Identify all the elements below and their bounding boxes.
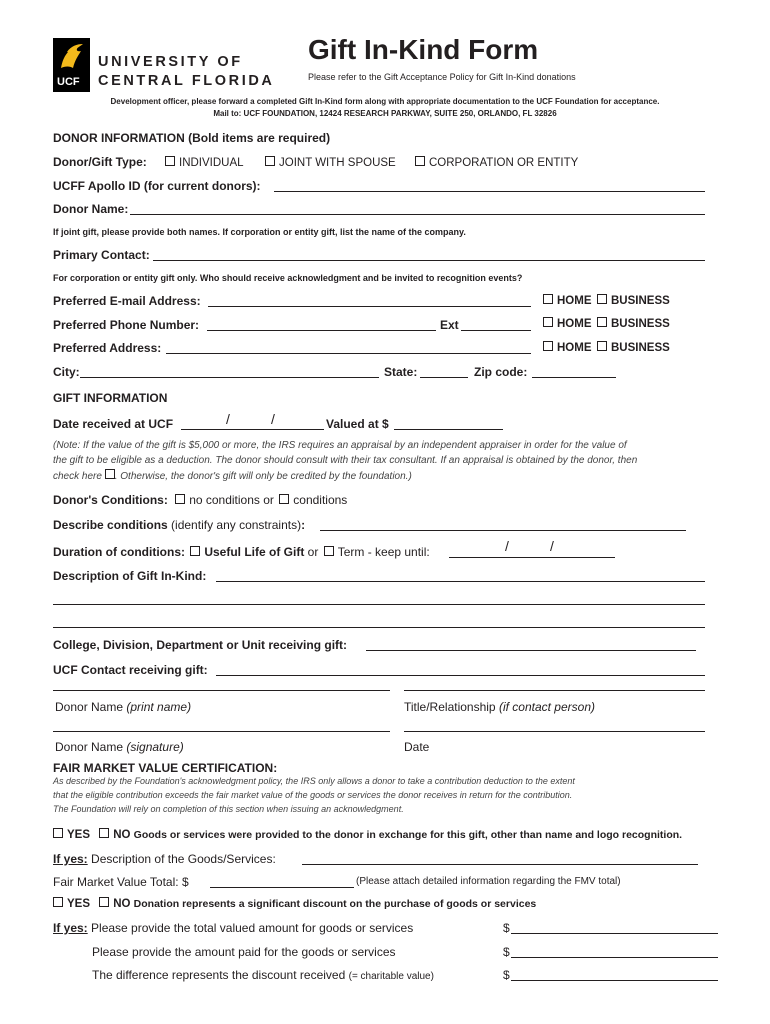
address-home-checkbox[interactable]	[543, 341, 553, 351]
joint-checkbox[interactable]	[265, 156, 275, 166]
corporation-checkbox[interactable]	[415, 156, 425, 166]
donor-name-label: Donor Name:	[53, 202, 129, 216]
university-name-line2: CENTRAL FLORIDA	[98, 73, 275, 89]
fmv-total-label: Fair Market Value Total: $	[53, 875, 189, 889]
duration-or: or	[307, 545, 319, 559]
conditions-row	[53, 493, 347, 507]
phone-home-checkbox[interactable]	[543, 317, 553, 327]
total-valued-row	[53, 921, 413, 935]
appraisal-checkbox[interactable]	[105, 469, 115, 479]
donor-print-name-caption	[55, 700, 191, 714]
form-title: Gift In-Kind Form	[308, 34, 539, 65]
address-home-option[interactable]	[543, 341, 592, 354]
college-field[interactable]	[366, 650, 696, 651]
difference-label: The difference represents the discount received	[92, 968, 346, 982]
address-label: Preferred Address:	[53, 341, 162, 355]
primary-contact-field[interactable]	[153, 260, 705, 261]
goods-description-row	[53, 852, 276, 866]
college-label: College, Division, Department or Unit receiving gift:	[53, 638, 348, 652]
ucf-contact-label: UCF Contact receiving gift:	[53, 663, 208, 677]
city-label: City:	[53, 365, 80, 379]
amount-paid-dollar: $	[503, 945, 510, 959]
donor-type-label: Donor/Gift Type:	[53, 155, 147, 169]
fmv-paragraph-line2: that the eligible contribution exceeds the fair market value of the goods or services the donor receives in return for the contribution.	[53, 790, 573, 800]
describe-colon: :	[301, 518, 306, 532]
describe-conditions-field[interactable]	[320, 530, 686, 531]
date-slash-1: /	[226, 411, 230, 427]
title-relationship-text: Title/Relationship	[404, 700, 496, 714]
phone-business-checkbox[interactable]	[597, 317, 607, 327]
email-business-label: BUSINESS	[611, 295, 670, 307]
difference-field[interactable]	[511, 980, 718, 981]
email-home-option[interactable]	[543, 294, 592, 307]
discount-yes-checkbox[interactable]	[53, 897, 63, 907]
address-home-label: HOME	[557, 342, 592, 354]
difference-dollar: $	[503, 968, 510, 982]
phone-home-label: HOME	[557, 318, 592, 330]
date-slash-2: /	[271, 411, 275, 427]
duration-row	[53, 545, 430, 559]
gift-description-field-1[interactable]	[216, 581, 705, 582]
check-here-text: check here	[53, 471, 102, 482]
discount-question: Donation represents a significant discount on the purchase of goods or services	[133, 898, 537, 910]
fmv-section-heading: FAIR MARKET VALUE CERTIFICATION:	[53, 761, 278, 775]
individual-checkbox[interactable]	[165, 156, 175, 166]
gift-description-field-3[interactable]	[53, 627, 705, 628]
difference-sub: (= charitable value)	[348, 971, 434, 982]
no-conditions-checkbox[interactable]	[175, 494, 185, 504]
gift-description-label: Description of Gift In-Kind:	[53, 569, 207, 583]
apollo-id-field[interactable]	[274, 191, 705, 192]
goods-description-label: Description of the Goods/Services:	[91, 852, 276, 866]
appraisal-note-line1: (Note: If the value of the gift is $5,000 or more, the IRS requires an appraisal by an independent appraiser in order for the value of	[53, 440, 627, 451]
date-caption: Date	[404, 740, 430, 754]
date-received-field[interactable]	[181, 429, 324, 430]
ucf-logo	[53, 38, 90, 92]
title-relationship-caption	[404, 700, 595, 714]
instructions-line1: Development officer, please forward a completed Gift In-Kind form along with appropriate documentation to the UCF Foundation for acceptance.	[110, 97, 660, 106]
donor-section-heading: DONOR INFORMATION (Bold items are required)	[53, 131, 331, 145]
title-relationship-field[interactable]	[404, 690, 705, 691]
conditions-checkbox[interactable]	[279, 494, 289, 504]
term-checkbox[interactable]	[324, 546, 334, 556]
email-business-option[interactable]	[597, 294, 670, 307]
amount-paid-field[interactable]	[511, 957, 718, 958]
signature-date-field[interactable]	[404, 731, 705, 732]
conditions-label: Donor's Conditions:	[53, 493, 168, 507]
joint-gift-note: If joint gift, please provide both names. If corporation or entity gift, list the name of the company.	[53, 227, 466, 237]
logo-abbr: UCF	[57, 76, 80, 88]
goods-no-checkbox[interactable]	[99, 828, 109, 838]
address-business-label: BUSINESS	[611, 342, 670, 354]
instructions-line2: Mail to: UCF FOUNDATION, 12424 RESEARCH PARKWAY, SUITE 250, ORLANDO, FL 32826	[213, 109, 557, 118]
donor-signature-field[interactable]	[53, 731, 390, 732]
ext-label: Ext	[440, 318, 459, 332]
email-business-checkbox[interactable]	[597, 294, 607, 304]
goods-description-field[interactable]	[302, 864, 698, 865]
email-label: Preferred E-mail Address:	[53, 294, 201, 308]
valued-at-label: Valued at $	[326, 417, 389, 431]
discount-no-label: NO	[113, 898, 131, 910]
signature-sub: (signature)	[126, 740, 184, 754]
email-home-checkbox[interactable]	[543, 294, 553, 304]
email-field[interactable]	[208, 306, 531, 307]
phone-business-option[interactable]	[597, 317, 670, 330]
title-relationship-sub: (if contact person)	[498, 700, 595, 714]
phone-label: Preferred Phone Number:	[53, 318, 200, 332]
phone-field[interactable]	[207, 330, 436, 331]
describe-conditions-row	[53, 518, 305, 532]
fmv-attach-note: (Please attach detailed information regarding the FMV total)	[356, 876, 621, 887]
discount-difference-row	[92, 968, 434, 982]
donor-name-field[interactable]	[130, 214, 705, 215]
fmv-paragraph-line3: The Foundation will rely on completion of this section when issuing an acknowledgment.	[53, 804, 404, 814]
donor-signature-caption	[55, 740, 184, 754]
if-yes-label-1: If yes:	[53, 852, 88, 866]
university-name-line1: UNIVERSITY OF	[98, 54, 243, 70]
ext-field[interactable]	[461, 330, 531, 331]
gift-section-heading: GIFT INFORMATION	[53, 391, 168, 405]
phone-home-option[interactable]	[543, 317, 592, 330]
type-corporation-option[interactable]	[415, 156, 578, 169]
term-date-field[interactable]	[449, 557, 615, 558]
total-valued-label: Please provide the total valued amount for goods or services	[91, 921, 414, 935]
state-field[interactable]	[420, 377, 468, 378]
discount-yes-label: YES	[67, 898, 91, 910]
email-home-label: HOME	[557, 295, 592, 307]
fmv-total-field[interactable]	[210, 887, 354, 888]
corporation-label: CORPORATION OR ENTITY	[429, 157, 579, 169]
ucf-contact-field[interactable]	[216, 675, 705, 676]
type-joint-option[interactable]	[265, 156, 396, 169]
valued-at-field[interactable]	[394, 429, 503, 430]
corporation-note: For corporation or entity gift only. Who should receive acknowledgment and be invited to recognition events?	[53, 273, 523, 283]
zip-field[interactable]	[532, 377, 616, 378]
useful-life-label: Useful Life of Gift	[204, 545, 305, 559]
address-business-checkbox[interactable]	[597, 341, 607, 351]
term-label: Term - keep until:	[337, 545, 430, 559]
total-valued-dollar: $	[503, 921, 510, 935]
address-field[interactable]	[166, 353, 531, 354]
duration-label: Duration of conditions:	[53, 545, 185, 559]
signature-name-text: Donor Name	[55, 740, 124, 754]
print-name-sub: (print name)	[126, 700, 192, 714]
goods-no-label: NO	[113, 829, 131, 841]
total-valued-field[interactable]	[511, 933, 718, 934]
no-conditions-label: no conditions or	[189, 493, 274, 507]
phone-business-label: BUSINESS	[611, 318, 670, 330]
state-label: State:	[384, 365, 418, 379]
goods-yes-checkbox[interactable]	[53, 828, 63, 838]
appraisal-note-line2: the gift to be eligible as a deduction. The donor should consult with their tax consultant. If an appraisal is obtained by the donor, then	[53, 455, 638, 466]
fmv-paragraph-line1: As described by the Foundation's acknowledgment policy, the IRS only allows a donor to take a contribution deduction to the extent	[53, 776, 575, 786]
useful-life-checkbox[interactable]	[190, 546, 200, 556]
discount-no-checkbox[interactable]	[99, 897, 109, 907]
describe-conditions-label: Describe conditions	[53, 518, 168, 532]
discount-row	[53, 897, 536, 910]
print-name-text: Donor Name	[55, 700, 124, 714]
appraisal-note-end: . Otherwise, the donor's gift will only be credited by the foundation.)	[114, 471, 412, 482]
donor-print-name-field[interactable]	[53, 690, 390, 691]
apollo-id-label: UCFF Apollo ID (for current donors):	[53, 179, 261, 193]
date-received-label: Date received at UCF	[53, 417, 174, 431]
conditions-option-label: conditions	[293, 493, 348, 507]
university-name	[98, 53, 274, 91]
form-subtitle: Please refer to the Gift Acceptance Policy for Gift In-Kind donations	[308, 72, 576, 82]
type-individual-option[interactable]	[165, 156, 244, 169]
zip-label: Zip code:	[474, 365, 528, 379]
address-business-option[interactable]	[597, 341, 670, 354]
goods-yes-label: YES	[67, 829, 91, 841]
individual-label: INDIVIDUAL	[179, 157, 244, 169]
if-yes-label-2: If yes:	[53, 921, 88, 935]
term-slash-1: /	[505, 538, 509, 554]
city-field[interactable]	[80, 377, 379, 378]
goods-provided-question: Goods or services were provided to the donor in exchange for this gift, other than name and logo recognition.	[133, 829, 683, 841]
appraisal-note-line3	[53, 469, 412, 482]
gift-description-field-2[interactable]	[53, 604, 705, 605]
joint-label: JOINT WITH SPOUSE	[279, 157, 396, 169]
primary-contact-label: Primary Contact:	[53, 248, 150, 262]
goods-provided-row	[53, 828, 682, 841]
amount-paid-label: Please provide the amount paid for the goods or services	[92, 945, 396, 959]
term-slash-2: /	[550, 538, 554, 554]
describe-conditions-sub: (identify any constraints)	[171, 518, 302, 532]
